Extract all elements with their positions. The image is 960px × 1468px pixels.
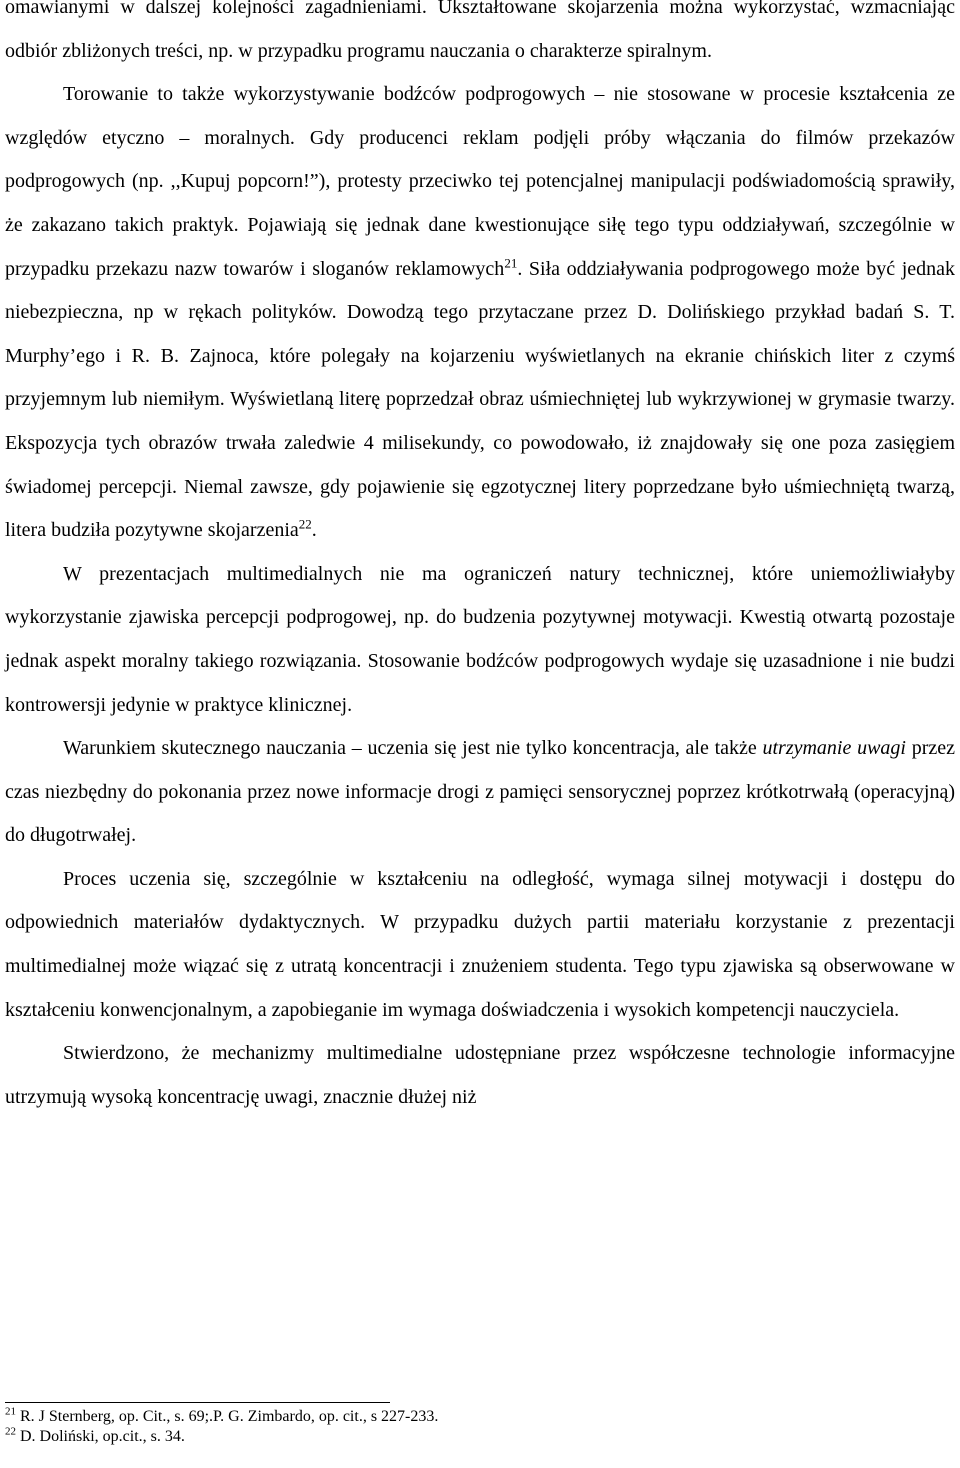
footnote-text: D. Doliński, op.cit., s. 34. — [16, 1428, 185, 1445]
paragraph-text: omawianymi w dalszej kolejności zagadnieniami. Ukształtowane skojarzenia można wykorzystać, wzmacniając odbiór zbliżonych treści, np. w przypadku programu nauczania o charakterze spiralnym. — [5, 0, 955, 62]
paragraph-text: Warunkiem skutecznego nauczania – uczenia się jest nie tylko koncentracja, ale także — [63, 737, 763, 760]
footnote-21 — [5, 1407, 955, 1427]
footnote-number: 22 — [5, 1425, 16, 1438]
footnotes — [5, 1402, 955, 1447]
paragraph-6 — [5, 1032, 955, 1119]
footnote-number: 21 — [5, 1405, 16, 1418]
footnote-reference: 21 — [504, 254, 518, 270]
footnote-reference: 22 — [298, 516, 312, 532]
paragraph-text: Torowanie to także wykorzystywanie bodźców podprogowych – nie stosowane w procesie kształcenia ze względów etyczno – moralnych. Gdy producenci reklam podjęli próby włączania do filmów przekazów podprogowych (np. ,,Kupuj popcorn!”), protesty przeciwko tej potencjalnej manipulacji podświadomością sprawiły, że zakazano takich praktyk. Pojawiają się jednak dane kwestionujące siłę tego typu oddziaływań, szczególnie w przypadku przekazu nazw towarów i sloganów reklamowych — [5, 83, 955, 280]
paragraph-5 — [5, 858, 955, 1032]
paragraph-text: . — [311, 519, 317, 542]
paragraph-text: W prezentacjach multimedialnych nie ma ograniczeń natury technicznej, które uniemożliwiałyby wykorzystanie zjawiska percepcji podprogowej, np. do budzenia pozytywnej motywacji. Kwestią otwartą pozostaje jednak aspekt moralny takiego rozwiązania. Stosowanie bodźców podprogowych wydaje się uzasadnione i nie budzi kontrowersji jedynie w praktyce klinicznej. — [5, 562, 955, 716]
paragraph-1 — [5, 0, 955, 73]
footnote-divider — [5, 1402, 390, 1403]
paragraph-text: . Siła oddziaływania podprogowego może być jednak niebezpieczna, np w rękach polityków. Dowodzą tego przytaczane przez D. Dolińskiego przykład badań S. T. Murphy’ego i R. B. Zajnoca, które polegały na kojarzeniu wyświetlanych na ekranie chińskich liter z czymś przyjemnym lub niemiłym. Wyświetlaną literę poprzedzał obraz uśmiechniętej lub wykrzywionej w grymasie twarzy. Ekspozycja tych obrazów trwała zaledwie 4 milisekundy, co powodowało, iż znajdowały się one poza zasięgiem świadomej percepcji. Niemal zawsze, gdy pojawienie się egzotycznej litery poprzedzane było uśmiechniętą twarzą, litera budziła pozytywne skojarzenia — [5, 257, 956, 542]
paragraph-text: Stwierdzono, że mechanizmy multimedialne udostępniane przez współczesne technologie informacyjne utrzymują wysoką koncentrację uwagi, znacznie dłużej niż — [5, 1042, 955, 1108]
emphasized-term: utrzymanie uwagi — [762, 737, 906, 760]
footnote-text: R. J Sternberg, op. Cit., s. 69;.P. G. Zimbardo, op. cit., s 227-233. — [16, 1408, 439, 1425]
document-body — [5, 0, 955, 1119]
paragraph-2 — [5, 73, 955, 553]
paragraph-3 — [5, 553, 955, 727]
paragraph-text: przez czas niezbędny do pokonania przez nowe informacje drogi z pamięci sensorycznej poprzez krótkotrwałą (operacyjną) do długotrwałej. — [5, 737, 955, 847]
footnote-22 — [5, 1427, 955, 1447]
paragraph-4 — [5, 727, 955, 858]
paragraph-text: Proces uczenia się, szczególnie w kształceniu na odległość, wymaga silnej motywacji i dostępu do odpowiednich materiałów dydaktycznych. W przypadku dużych partii materiału korzystanie z prezentacji multimedialnej może wiązać się z utratą koncentracji i znużeniem studenta. Tego typu zjawiska są obserwowane w kształceniu konwencjonalnym, a zapobieganie im wymaga doświadczenia i wysokich kompetencji nauczyciela. — [5, 867, 955, 1021]
